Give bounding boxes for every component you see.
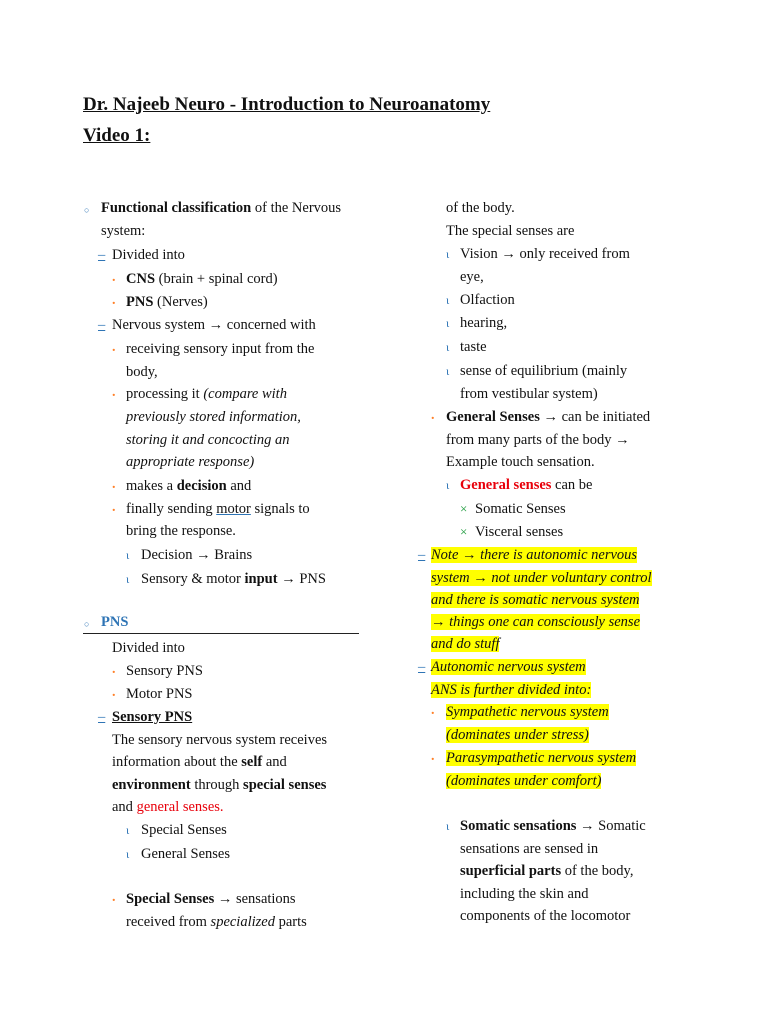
processing-line4: appropriate response): [126, 454, 255, 470]
special-senses-sensations: Special Senses → sensations: [126, 891, 296, 907]
dot-bullet-icon: .: [112, 662, 116, 677]
pns-heading-rule: [83, 633, 359, 634]
note-line2: system → not under voluntary control: [431, 570, 652, 586]
hearing-item: hearing,: [460, 315, 508, 331]
ans-line2: ANS is further divided into:: [431, 682, 592, 698]
general-senses-line1: General Senses → can be initiated: [446, 409, 651, 425]
sympathetic-line2: (dominates under stress): [446, 727, 589, 743]
squiggle-bullet-icon: ι: [446, 364, 450, 378]
motor-pns-item: Motor PNS: [126, 686, 193, 702]
cns-item: CNS (brain + spinal cord): [126, 271, 278, 287]
dot-bullet-icon: .: [431, 703, 435, 718]
special-senses-are: The special senses are: [446, 223, 575, 239]
dot-bullet-icon: .: [112, 340, 116, 355]
note-line1: Note → there is autonomic nervous: [431, 547, 638, 563]
somatic-sensations-line1: Somatic sensations → Somatic: [460, 818, 646, 834]
somatic-senses-item: Somatic Senses: [475, 501, 566, 517]
divided-into-text: Divided into: [112, 247, 185, 263]
somatic-sensations-line2: sensations are sensed in: [460, 841, 599, 857]
ans-line1: Autonomic nervous system: [431, 659, 586, 675]
dot-bullet-icon: .: [112, 685, 116, 700]
cross-bullet-icon: ×: [460, 501, 468, 516]
makes-decision-line: makes a decision and: [126, 478, 252, 494]
sensory-para-line4: and general senses.: [112, 799, 224, 815]
circle-bullet-icon: ○: [84, 619, 90, 629]
receiving-line1: receiving sensory input from the: [126, 341, 315, 357]
dash-bullet-icon: –: [418, 547, 426, 563]
squiggle-bullet-icon: ι: [446, 478, 450, 492]
processing-line3: storing it and concocting an: [126, 432, 290, 448]
dot-bullet-icon: .: [431, 749, 435, 764]
squiggle-bullet-icon: ι: [446, 247, 450, 261]
sensory-motor-input: Sensory & motor input → PNS: [141, 571, 326, 587]
functional-classification-line: Functional classification of the Nervous: [101, 200, 342, 216]
receiving-line2: body,: [126, 364, 158, 380]
document-title: Dr. Najeeb Neuro - Introduction to Neuroanatomy: [83, 94, 491, 115]
general-senses-item: General Senses: [141, 846, 230, 862]
dot-bullet-icon: .: [112, 270, 116, 285]
circle-bullet-icon: ○: [84, 205, 90, 215]
special-senses-item: Special Senses: [141, 822, 227, 838]
squiggle-bullet-icon: ι: [126, 572, 130, 586]
squiggle-bullet-icon: ι: [446, 316, 450, 330]
dot-bullet-icon: .: [112, 890, 116, 905]
processing-line1: processing it (compare with: [126, 386, 287, 402]
somatic-sensations-line4: including the skin and: [460, 886, 589, 902]
dash-bullet-icon: –: [98, 317, 106, 333]
functional-classification-cont: system:: [101, 223, 146, 239]
note-line3: and there is somatic nervous system: [431, 592, 640, 608]
finally-line1: finally sending motor signals to: [126, 501, 310, 517]
squiggle-bullet-icon: ι: [126, 548, 130, 562]
sympathetic-line1: Sympathetic nervous system: [446, 704, 609, 720]
squiggle-bullet-icon: ι: [126, 847, 130, 861]
squiggle-bullet-icon: ι: [446, 340, 450, 354]
processing-line2: previously stored information,: [126, 409, 301, 425]
pns-item: PNS (Nerves): [126, 294, 208, 310]
dot-bullet-icon: .: [112, 500, 116, 515]
vision-line2: eye,: [460, 269, 484, 285]
general-senses-can-be: General senses can be: [460, 477, 593, 493]
taste-item: taste: [460, 339, 487, 355]
parasympathetic-line1: Parasympathetic nervous system: [446, 750, 637, 766]
note-line5: and do stuff: [431, 636, 500, 652]
squiggle-bullet-icon: ι: [446, 819, 450, 833]
somatic-sensations-line3: superficial parts of the body,: [460, 863, 634, 879]
special-senses-received: received from specialized parts: [126, 914, 307, 930]
visceral-senses-item: Visceral senses: [475, 524, 564, 540]
dash-bullet-icon: –: [98, 247, 106, 263]
decision-brains: Decision → Brains: [141, 547, 253, 563]
document-subtitle: Video 1:: [83, 125, 151, 146]
sensory-para-line1: The sensory nervous system receives: [112, 732, 328, 748]
dash-bullet-icon: –: [418, 659, 426, 675]
dash-bullet-icon: –: [98, 709, 106, 725]
sensory-para-line2: information about the self and: [112, 754, 287, 770]
sensory-pns-item: Sensory PNS: [126, 663, 203, 679]
olfaction-item: Olfaction: [460, 292, 515, 308]
sensory-pns-heading: Sensory PNS: [112, 709, 193, 725]
nervous-system-concerned: Nervous system → concerned with: [112, 317, 316, 333]
sensory-para-line3: environment through special senses: [112, 777, 327, 793]
general-senses-line2: from many parts of the body →: [446, 432, 630, 448]
note-line4: → things one can consciously sense: [431, 614, 641, 630]
squiggle-bullet-icon: ι: [126, 823, 130, 837]
of-the-body: of the body.: [446, 200, 515, 216]
dot-bullet-icon: .: [112, 477, 116, 492]
parasympathetic-line2: (dominates under comfort): [446, 773, 602, 789]
somatic-sensations-line5: components of the locomotor: [460, 908, 631, 924]
equilibrium-line2: from vestibular system): [460, 386, 598, 402]
equilibrium-line1: sense of equilibrium (mainly: [460, 363, 628, 379]
pns-divided-into: Divided into: [112, 640, 185, 656]
cross-bullet-icon: ×: [460, 524, 468, 539]
pns-heading: PNS: [101, 614, 129, 630]
dot-bullet-icon: .: [112, 385, 116, 400]
squiggle-bullet-icon: ι: [446, 293, 450, 307]
finally-line2: bring the response.: [126, 523, 236, 539]
dot-bullet-icon: .: [112, 293, 116, 308]
dot-bullet-icon: .: [431, 408, 435, 423]
general-senses-line3: Example touch sensation.: [446, 454, 595, 470]
vision-line1: Vision → only received from: [460, 246, 630, 262]
